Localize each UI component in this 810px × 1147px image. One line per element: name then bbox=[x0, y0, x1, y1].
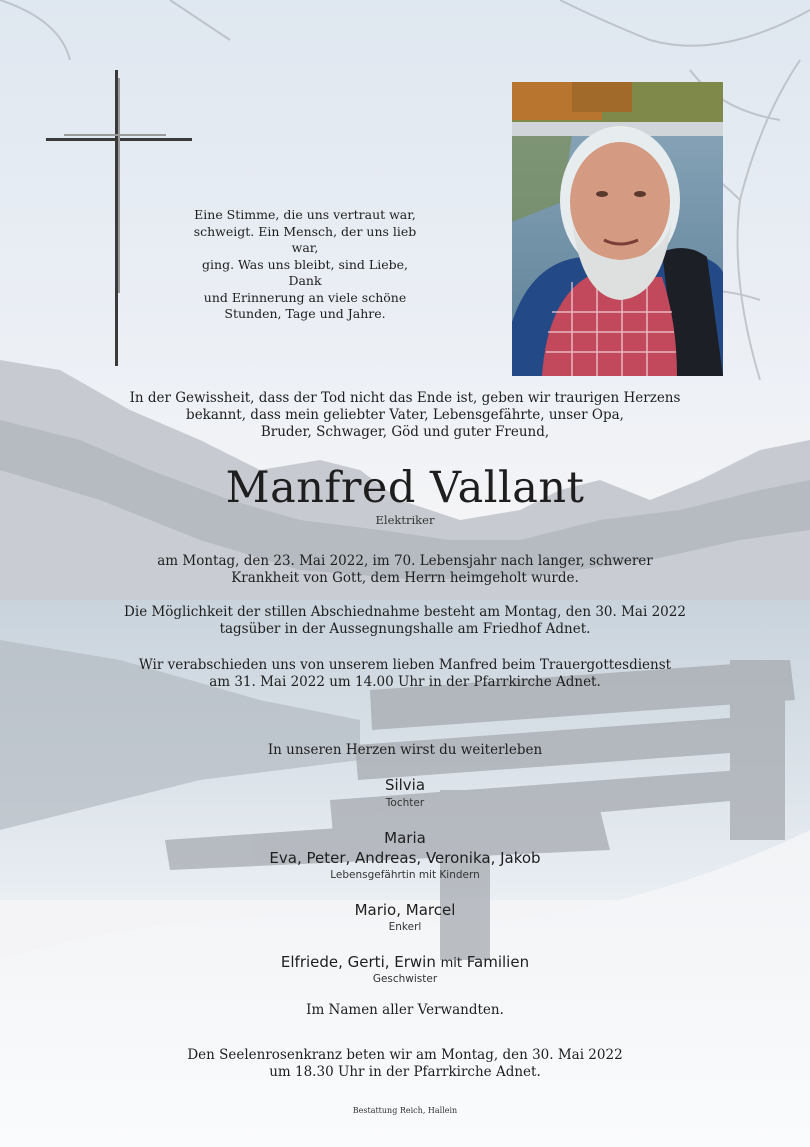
poem-line: schweigt. Ein Mensch, der uns lieb war, bbox=[193, 223, 417, 255]
family-siblings-familien: Familien bbox=[466, 953, 530, 971]
family-silvia-relation: Tochter bbox=[385, 797, 425, 809]
family-maria-relation: Lebensgefährtin mit Kindern bbox=[330, 869, 480, 881]
intro-line: Bruder, Schwager, Göd und guter Freund, bbox=[260, 424, 550, 440]
poem-line: und Erinnerung an viele schöne bbox=[203, 289, 407, 305]
farewell-notice bbox=[0, 604, 810, 638]
family-siblings-mit: mit bbox=[440, 956, 463, 971]
farewell-line: Die Möglichkeit der stillen Abschiednahme besteht am Montag, den 30. Mai 2022 bbox=[124, 604, 686, 620]
death-notice bbox=[0, 553, 810, 587]
family-grandchildren: Mario, Marcel bbox=[354, 901, 456, 919]
rosary-line: Den Seelenrosenkranz beten wir am Montag, den 30. Mai 2022 bbox=[187, 1047, 623, 1063]
death-notice-line: am Montag, den 23. Mai 2022, im 70. Lebensjahr nach langer, schwerer bbox=[157, 553, 653, 569]
hearts-line: In unseren Herzen wirst du weiterleben bbox=[267, 742, 543, 758]
farewell-line: tagsüber in der Aussegnungshalle am Friedhof Adnet. bbox=[219, 621, 591, 637]
family-grandchildren-relation: Enkerl bbox=[388, 921, 422, 933]
deceased-profession: Elektriker bbox=[375, 513, 435, 527]
family-children: Eva, Peter, Andreas, Veronika, Jakob bbox=[269, 849, 541, 867]
poem-line: Stunden, Tage und Jahre. bbox=[224, 306, 386, 321]
deceased-name: Manfred Vallant bbox=[225, 463, 585, 513]
rosary-line: um 18.30 Uhr in der Pfarrkirche Adnet. bbox=[269, 1064, 541, 1080]
family-silvia: Silvia bbox=[384, 776, 426, 794]
intro-line: bekannt, dass mein geliebter Vater, Lebensgefährte, unser Opa, bbox=[186, 407, 624, 423]
intro-text bbox=[0, 390, 810, 441]
funeral-line: am 31. Mai 2022 um 14.00 Uhr in der Pfarrkirche Adnet. bbox=[209, 674, 601, 690]
family-maria: Maria bbox=[384, 829, 426, 847]
poem-line: Eine Stimme, die uns vertraut war, bbox=[194, 207, 416, 222]
intro-line: In der Gewissheit, dass der Tod nicht das Ende ist, geben wir traurigen Herzens bbox=[129, 390, 681, 406]
poem bbox=[185, 207, 425, 323]
death-notice-line: Krankheit von Gott, dem Herrn heimgeholt wurde. bbox=[231, 570, 579, 586]
funeral-line: Wir verabschieden uns von unserem lieben Manfred beim Trauergottesdienst bbox=[138, 657, 672, 673]
portrait-photo bbox=[512, 82, 723, 376]
family-siblings bbox=[0, 953, 810, 973]
undertaker: Bestattung Reich, Hallein bbox=[352, 1106, 458, 1115]
funeral-notice bbox=[0, 657, 810, 691]
cross-icon bbox=[44, 68, 194, 368]
family-siblings-relation: Geschwister bbox=[372, 973, 438, 985]
family-siblings-names: Elfriede, Gerti, Erwin bbox=[280, 953, 436, 971]
poem-line: ging. Was uns bleibt, sind Liebe, Dank bbox=[202, 256, 408, 288]
relatives-line: Im Namen aller Verwandten. bbox=[306, 1002, 504, 1018]
rosary-notice bbox=[0, 1047, 810, 1081]
